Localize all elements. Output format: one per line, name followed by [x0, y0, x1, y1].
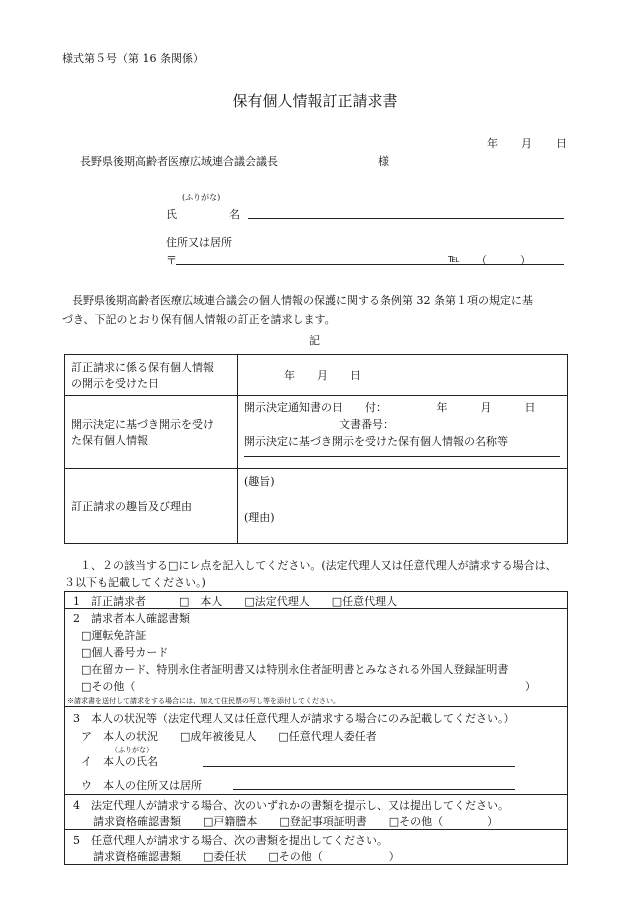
section-2-option-license[interactable]: □運転免許証 — [81, 629, 147, 642]
section-4-docs[interactable]: 請求資格確認書類 □戸籍謄本 □登記事項証明書 □その他（ ） — [93, 815, 499, 828]
section-3 — [64, 707, 568, 795]
row1-date: 年 月 日 — [284, 369, 361, 382]
addressee-name: 長野県後期高齢者医療広域連合議会議長 — [80, 155, 278, 168]
section-1-text[interactable]: 1 訂正請求者 □ 本人 □法定代理人 □任意代理人 — [73, 595, 398, 608]
section-4 — [64, 795, 568, 830]
tel-label: ℡ — [448, 252, 460, 265]
row3-reason: (理由) — [244, 511, 275, 524]
date-year-label: 年 — [487, 137, 498, 150]
intro-line-1: 長野県後期高齢者医療広域連合議会の個人情報の保護に関する条例第 32 条第１項の規定に基 — [72, 294, 533, 307]
section-2-other-close: ） — [525, 680, 536, 693]
section-5-docs[interactable]: 請求資格確認書類 □委任状 □その他（ ） — [93, 850, 400, 863]
section-3-furigana: （ふりがな） — [111, 746, 153, 754]
row2-docno: 文書番号： — [339, 418, 394, 431]
instructions-line-1: １、２の該当する□にレ点を記入してください。(法定代理人又は任意代理人が請求する場合は、 — [80, 559, 557, 572]
section-3-status[interactable]: ア 本人の状況 □成年被後見人 □任意代理人委任者 — [81, 730, 377, 743]
request-table — [64, 354, 568, 544]
row1-date-cell[interactable] — [238, 355, 568, 396]
section-3-title: 3 本人の状況等（法定代理人又は任意代理人が請求する場合にのみ記載してください。） — [73, 712, 515, 725]
section-2-option-residence[interactable]: □在留カード、特別永住者証明書又は特別永住者証明書とみなされる外国人登録証明書 — [81, 663, 509, 676]
section-2 — [64, 608, 568, 707]
row3-label-cell — [65, 469, 238, 544]
name-label-2: 名 — [229, 208, 240, 221]
name-label-1: 氏 — [166, 208, 177, 221]
section-3-address-label: ウ 本人の住所又は居所 — [81, 779, 202, 792]
row2-name-field[interactable] — [244, 456, 560, 457]
section-5 — [64, 830, 568, 865]
row2-label-line1: 開示決定に基づき開示を受け — [71, 418, 214, 431]
tel-paren: （ ） — [476, 254, 531, 267]
intro-line-2: づき、下記のとおり保有個人情報の訂正を請求します。 — [62, 313, 336, 326]
name-field[interactable] — [248, 218, 564, 219]
row2-label-line2: た保有個人情報 — [71, 434, 148, 447]
section-3-name-field[interactable] — [203, 766, 515, 767]
section-2-option-mynumber[interactable]: □個人番号カード — [81, 646, 169, 659]
row2-name: 開示決定に基づき開示を受けた保有個人情報の名称等 — [244, 435, 508, 448]
form-number: 様式第５号（第 16 条関係） — [62, 52, 204, 65]
row3-detail-cell[interactable] — [238, 469, 568, 544]
row2-label-cell — [65, 396, 238, 469]
section-2-option-other[interactable]: □その他（ — [81, 680, 136, 693]
instructions-line-2: ３以下も記載してください。) — [64, 576, 206, 589]
section-2-title: 2 請求者本人確認書類 — [73, 612, 190, 625]
section-3-name-label: イ 本人の氏名 — [81, 755, 158, 768]
section-1 — [64, 591, 568, 609]
address-label: 住所又は居所 — [166, 236, 232, 249]
row2-detail-cell[interactable] — [238, 396, 568, 469]
date-day-label: 日 — [556, 137, 567, 150]
row2-notice: 開示決定通知書の日 付： 年 月 日 — [244, 401, 536, 414]
row3-label: 訂正請求の趣旨及び理由 — [71, 500, 192, 513]
section-5-title: 5 任意代理人が請求する場合、次の書類を提出してください。 — [73, 834, 388, 847]
row1-label-line1: 訂正請求に係る保有個人情報 — [71, 361, 214, 374]
row3-purpose: (趣旨) — [244, 475, 275, 488]
section-3-address-field[interactable] — [233, 789, 515, 790]
postal-mark: 〒 — [166, 254, 177, 267]
page-title: 保有個人情報訂正請求書 — [232, 92, 398, 110]
row1-label-cell — [65, 355, 238, 396]
row1-label-line2: の開示を受けた日 — [71, 377, 159, 390]
date-month-label: 月 — [521, 137, 532, 150]
ki-mark: 記 — [309, 334, 320, 347]
requester-furigana: (ふりがな) — [182, 193, 221, 202]
section-2-note: ※請求書を送付して請求をする場合には、加えて住民票の写し等を添付してください。 — [67, 697, 340, 705]
addressee-honorific: 様 — [378, 155, 389, 168]
section-4-title: 4 法定代理人が請求する場合、次のいずれかの書類を提示し、又は提出してください。 — [73, 799, 509, 812]
